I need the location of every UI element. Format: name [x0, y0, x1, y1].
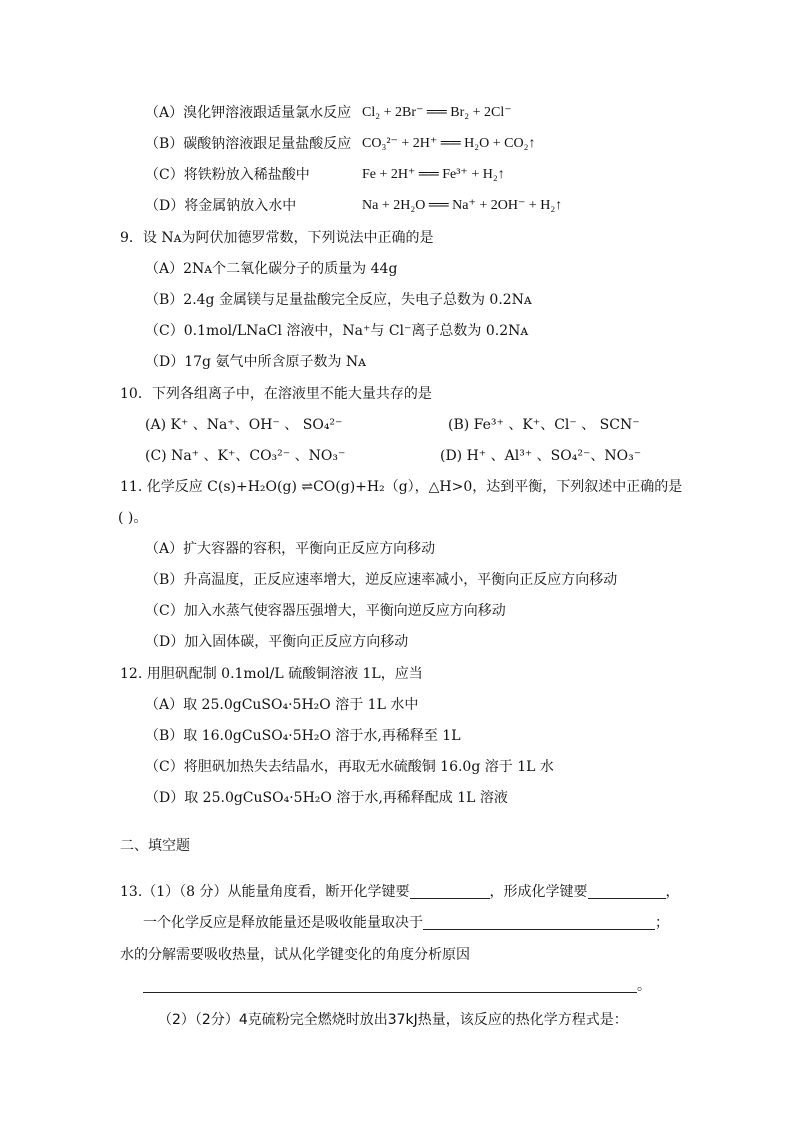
q8-option-b-formula: CO₃²⁻ + 2H⁺ ══ H₂O + CO₂↑ [362, 136, 536, 151]
q8-option-c-label: （C）将铁粉放入稀盐酸中 [145, 167, 310, 183]
q8-option-d-label: （D）将金属钠放入水中 [145, 198, 297, 214]
q10-option-a: (A) K⁺ 、Na⁺、OH⁻ 、 SO₄²⁻ [145, 417, 343, 433]
q13-text-a: 13.（1）（8 分）从能量角度看，断开化学键要 [120, 884, 410, 900]
q8-option-a-label: （A）溴化钾溶液跟适量氯水反应 [145, 105, 352, 121]
q10-option-d: (D) H⁺ 、Al³⁺ 、SO₄²⁻、NO₃⁻ [440, 448, 642, 464]
q13-text-b: ，形成化学键要 [489, 884, 588, 900]
q12-option-a: （A）取 25.0gCuSO₄·5H₂O 溶于 1L 水中 [145, 697, 419, 713]
q11-option-c: （C）加入水蒸气使容器压强增大，平衡向逆反应方向移动 [145, 603, 506, 619]
q13-line4-end: 。 [637, 978, 651, 994]
q8-option-d [145, 196, 296, 216]
q13-line2-text: 一个化学反应是释放能量还是吸收能量取决于 [143, 915, 423, 931]
q9-option-a: （A）2Nᴀ个二氧化碳分子的质量为 44g [145, 261, 398, 277]
q11-option-b: （B）升高温度，正反应速率增大，逆反应速率减小，平衡向正反应方向移动 [145, 572, 618, 588]
q13-part2: （2）（2分）4克硫粉完全燃烧时放出37kJ热量，该反应的热化学方程式是： [158, 1012, 628, 1028]
q11-option-a: （A）扩大容器的容积，平衡向正反应方向移动 [145, 541, 436, 557]
q8-option-b [145, 134, 351, 154]
q8-option-a-formula: Cl₂ + 2Br⁻ ══ Br₂ + 2Cl⁻ [362, 105, 512, 120]
q13-blank-2[interactable] [588, 884, 666, 899]
q13-blank-1[interactable] [410, 884, 490, 899]
q13-part1-line1 [120, 882, 680, 902]
q12-stem: 12. 用胆矾配制 0.1mol/L 硫酸铜溶液 1L，应当 [120, 666, 423, 682]
q8-option-c [145, 165, 310, 185]
q12-option-d: （D）取 25.0gCuSO₄·5H₂O 溶于水,再稀释配成 1L 溶液 [145, 790, 508, 806]
q13-part1-line4 [143, 976, 651, 996]
section-title: 二、填空题 [120, 838, 190, 854]
q9-option-c: （C）0.1mol/LNaCl 溶液中，Na⁺与 Cl⁻离子总数为 0.2Nᴀ [145, 323, 529, 339]
q10-option-c: (C) Na⁺ 、K⁺、CO₃²⁻ 、NO₃⁻ [145, 448, 346, 464]
q13-blank-3[interactable] [423, 915, 655, 930]
q10-option-b: (B) Fe³⁺ 、K⁺、Cl⁻ 、 SCN⁻ [448, 417, 640, 433]
q8-option-b-label: （B）碳酸钠溶液跟足量盐酸反应 [145, 136, 352, 152]
q11-stem: 11. 化学反应 C(s)+H₂O(g) ⇌CO(g)+H₂（g），△H>0，达到平衡，下列叙述中正确的是 [120, 479, 683, 495]
q9-option-d: （D）17g 氨气中所含原子数为 Nᴀ [145, 354, 367, 370]
q11-option-d: （D）加入固体碳，平衡向正反应方向移动 [145, 634, 409, 650]
q9-stem: 9．设 Nᴀ为阿伏加德罗常数，下列说法中正确的是 [120, 230, 434, 246]
q13-text-c: ， [665, 884, 680, 900]
q11-stem-cont: ( )。 [118, 510, 148, 526]
q8-option-a [145, 103, 351, 123]
q9-option-b: （B）2.4g 金属镁与足量盐酸完全反应，失电子总数为 0.2Nᴀ [145, 292, 532, 308]
q12-option-c: （C）将胆矾加热失去结晶水，再取无水硫酸铜 16.0g 溶于 1L 水 [145, 759, 554, 775]
q12-option-b: （B）取 16.0gCuSO₄·5H₂O 溶于水,再稀释至 1L [145, 728, 461, 744]
q13-part1-line2 [143, 913, 669, 933]
q13-line2-end: ； [655, 915, 669, 931]
q10-stem: 10．下列各组离子中，在溶液里不能大量共存的是 [120, 386, 432, 402]
q8-option-c-formula: Fe + 2H⁺ ══ Fe³⁺ + H₂↑ [362, 167, 505, 182]
q8-option-d-formula: Na + 2H₂O ══ Na⁺ + 2OH⁻ + H₂↑ [362, 198, 563, 213]
q13-part1-line3: 水的分解需要吸收热量，试从化学键变化的角度分析原因 [120, 947, 470, 963]
q13-blank-4[interactable] [143, 978, 637, 993]
